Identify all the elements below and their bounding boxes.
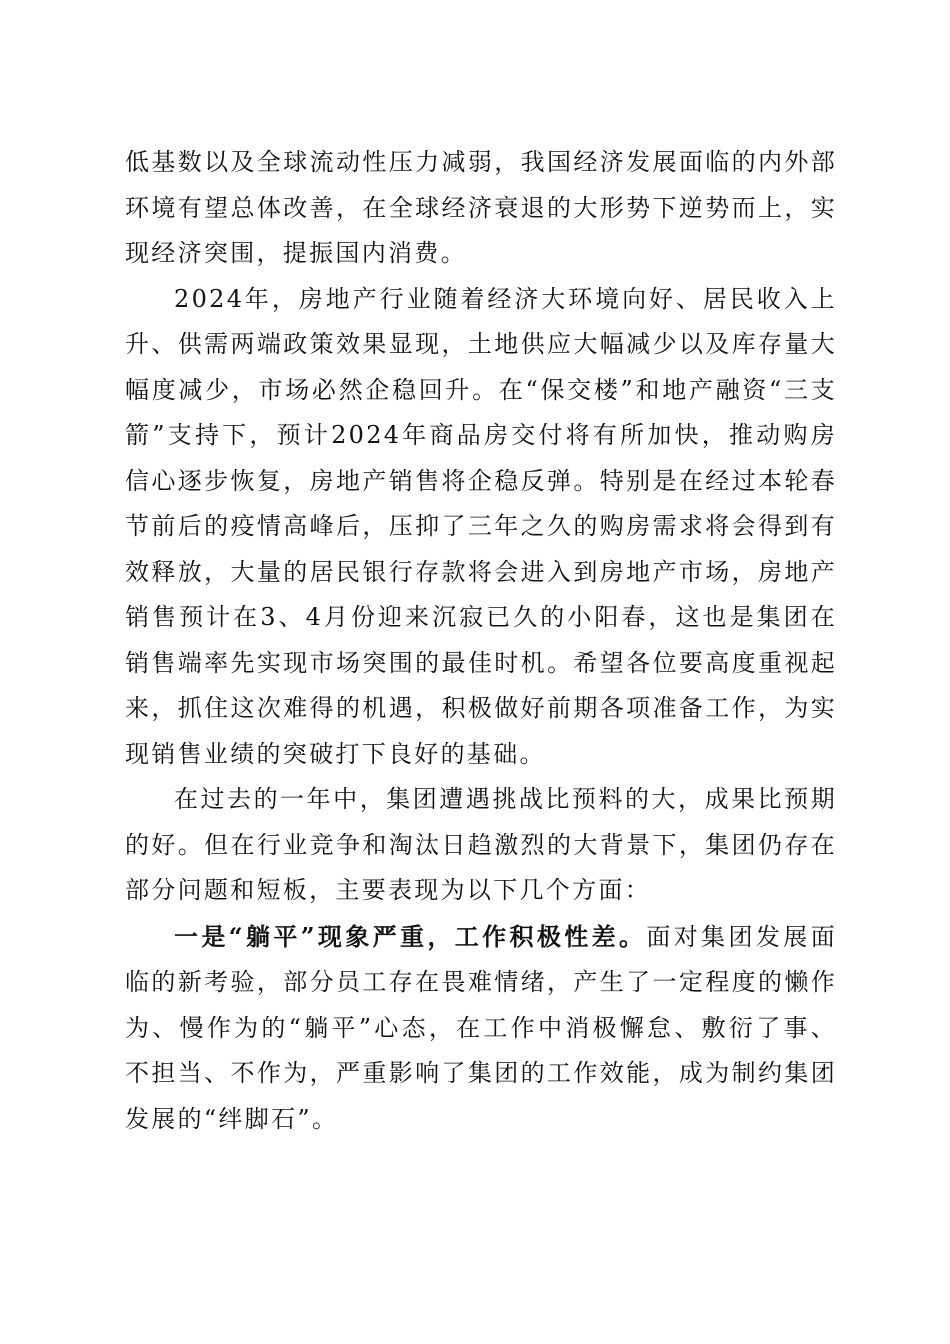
paragraph-1-text: 低基数以及全球流动性压力减弱，我国经济发展面临的内外部环境有望总体改善，在全球经济衰退的大形势下逆势而上，实现经济突围，提振国内消费。 bbox=[125, 148, 837, 267]
paragraph-4-lead: 一是“躺平”现象严重，工作积极性差。 bbox=[174, 921, 647, 951]
paragraph-4-text: 面对集团发展面临的新考验，部分员工存在畏难情绪，产生了一定程度的懒作为、慢作为的“躺平”心态，在工作中消极懈怠、敷衍了事、不担当、不作为，严重影响了集团的工作效能，成为制约集团发展的“绊脚石”。 bbox=[125, 922, 837, 1133]
paragraph-1 bbox=[125, 140, 837, 277]
paragraph-2-text: 2024年，房地产行业随着经济大环境向好、居民收入上升、供需两端政策效果显现，土地供应大幅减少以及库存量大幅度减少，市场必然企稳回升。在“保交楼”和地产融资“三支箭”支持下，预计2024年商品房交付将有所加快，推动购房信心逐步恢复，房地产销售将企稳反弹。特别是在经过本轮春节前后的疫情高峰后，压抑了三年之久的购房需求将会得到有效释放，大量的居民银行存款将会进入到房地产市场，房地产销售预计在3、4月份迎来沉寂已久的小阳春，这也是集团在销售端率先实现市场突围的最佳时机。希望各位要高度重视起来，抓住这次难得的机遇，积极做好前期各项准备工作，为实现销售业绩的突破打下良好的基础。 bbox=[125, 284, 837, 768]
paragraph-4 bbox=[125, 914, 837, 1143]
paragraph-3 bbox=[125, 777, 837, 914]
paragraph-2 bbox=[125, 277, 837, 778]
paragraph-3-text: 在过去的一年中，集团遭遇挑战比预料的大，成果比预期的好。但在行业竞争和淘汰日趋激烈的大背景下，集团仍存在部分问题和短板，主要表现为以下几个方面： bbox=[125, 785, 837, 904]
document-body bbox=[125, 140, 837, 1142]
